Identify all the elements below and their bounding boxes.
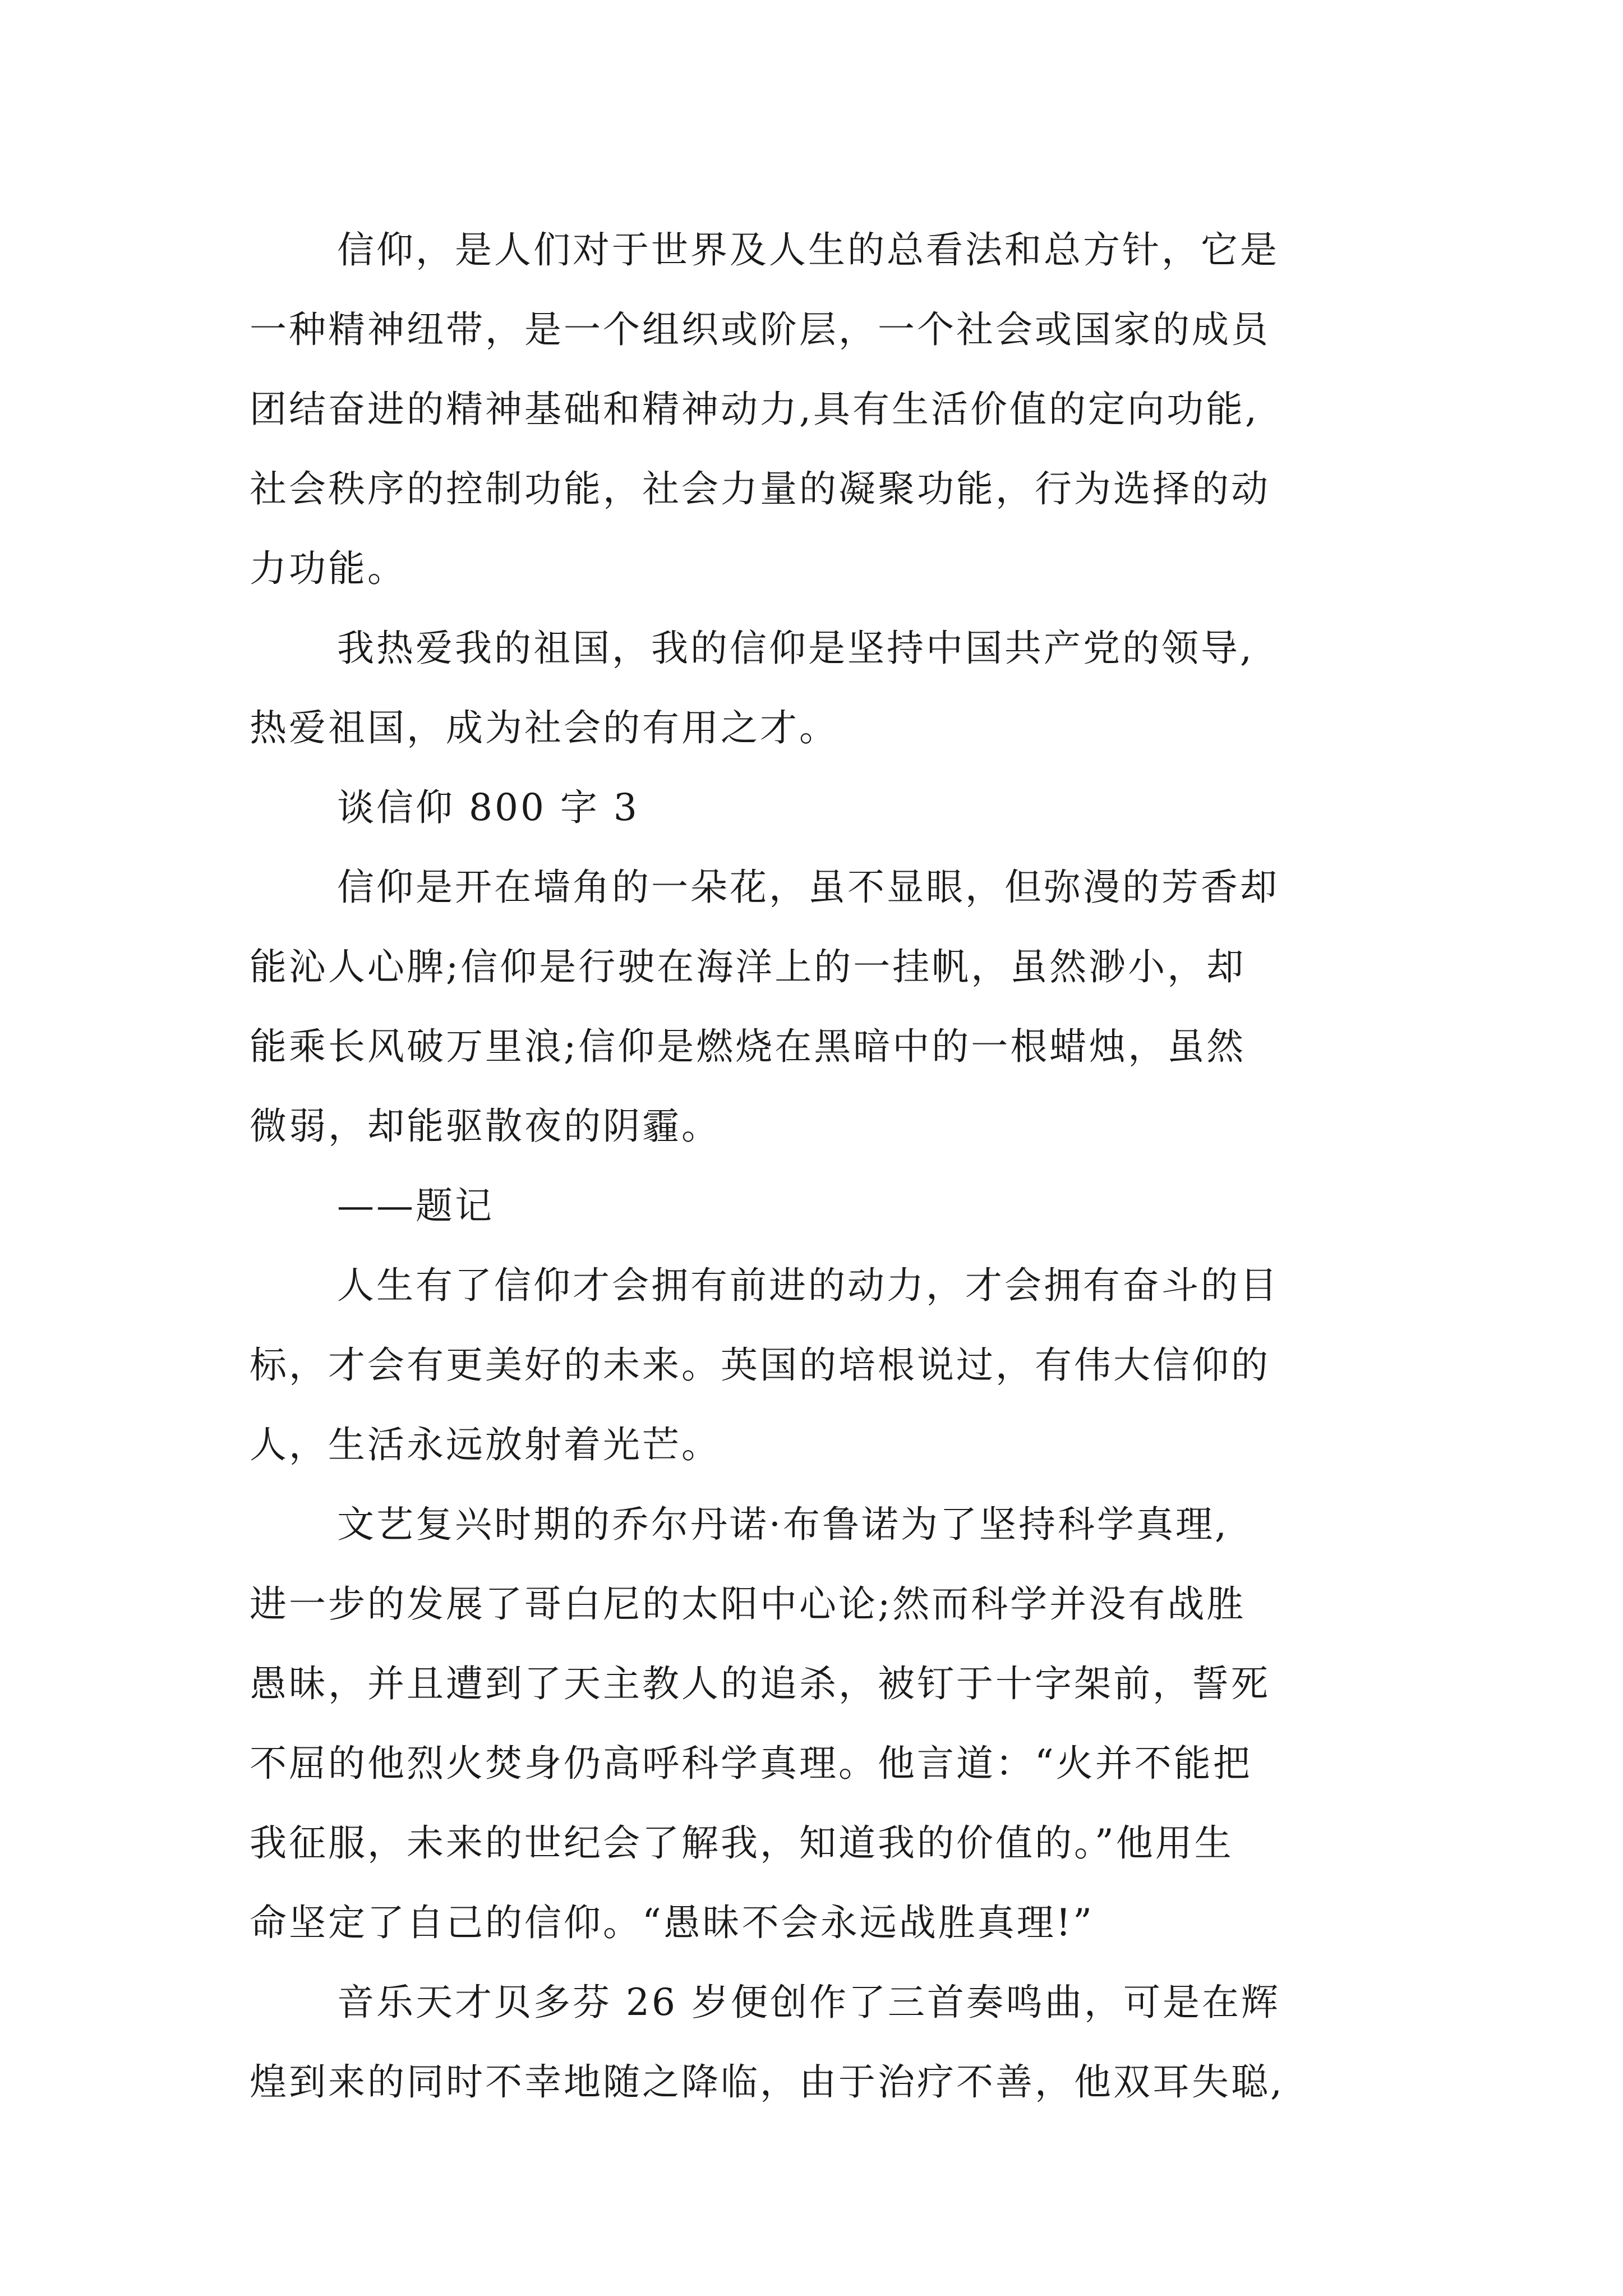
document-body <box>250 210 1438 2122</box>
text-line: 社会秩序的控制功能，社会力量的凝聚功能，行为选择的动 <box>250 467 1270 510</box>
section-heading: 谈信仰 800 字 3 <box>337 786 639 829</box>
text-line: 人生有了信仰才会拥有前进的动力，才会拥有奋斗的目 <box>337 1264 1279 1307</box>
text-line: 信仰，是人们对于世界及人生的总看法和总方针，它是 <box>337 228 1279 272</box>
epigraph-attribution: ——题记 <box>337 1184 494 1227</box>
text-line: 能乘长风破万里浪;信仰是燃烧在黑暗中的一根蜡烛，虽然 <box>250 1025 1246 1068</box>
text-line: 命坚定了自己的信仰。“愚昧不会永远战胜真理!” <box>250 1901 1095 1944</box>
text-line: 热爱祖国，成为社会的有用之才。 <box>250 706 838 749</box>
text-line: 能沁人心脾;信仰是行驶在海洋上的一挂帆，虽然渺小，却 <box>250 945 1246 988</box>
text-line: 文艺复兴时期的乔尔丹诺·布鲁诺为了坚持科学真理, <box>337 1503 1229 1546</box>
text-line: 愚昧，并且遭到了天主教人的追杀，被钉于十字架前，誓死 <box>250 1662 1270 1705</box>
text-line: 不屈的他烈火焚身仍高呼科学真理。他言道：“火并不能把 <box>250 1742 1252 1785</box>
text-line: 一种精神纽带，是一个组织或阶层，一个社会或国家的成员 <box>250 308 1270 351</box>
text-line: 我热爱我的祖国，我的信仰是坚持中国共产党的领导, <box>337 627 1254 670</box>
text-line: 人，生活永远放射着光芒。 <box>250 1423 721 1466</box>
text-line: 进一步的发展了哥白尼的太阳中心论;然而科学并没有战胜 <box>250 1582 1246 1626</box>
text-line: 微弱，却能驱散夜的阴霾。 <box>250 1105 721 1148</box>
text-line: 标，才会有更美好的未来。英国的培根说过，有伟大信仰的 <box>250 1343 1270 1387</box>
text-line: 团结奋进的精神基础和精神动力,具有生活价值的定向功能, <box>250 388 1259 431</box>
text-line: 音乐天才贝多芬 26 岁便创作了三首奏鸣曲，可是在辉 <box>337 1981 1280 2024</box>
text-line: 煌到来的同时不幸地随之降临，由于治疗不善，他双耳失聪, <box>250 2060 1284 2104</box>
text-line: 力功能。 <box>250 547 407 590</box>
text-line: 我征服，未来的世纪会了解我，知道我的价值的。”他用生 <box>250 1821 1234 1865</box>
text-line: 信仰是开在墙角的一朵花，虽不显眼，但弥漫的芳香却 <box>337 866 1279 909</box>
